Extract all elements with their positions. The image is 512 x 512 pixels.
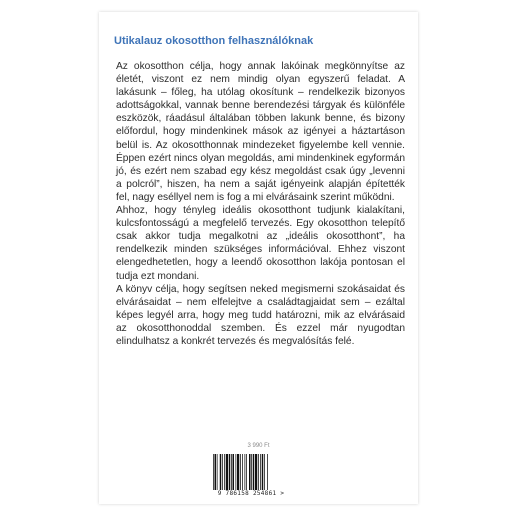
blurb-paragraph-2: Ahhoz, hogy tényleg ideális okosotthont tudjunk kialakítani, kulcsfontosságú a megfelelő tervezés. Egy okosotthon telepítő csak akkor tudja megalkotni az „ideális okosotthont”, ha rendelkezik minden szükséges információval. Ehhez viszont elengedhetetlen, hogy a leendő okosotthon lakója pontosan el tudja ezt mondani. bbox=[116, 205, 405, 282]
blurb-paragraph-3: A könyv célja, hogy segítsen neked megismerni szokásaidat és elvárásaidat – nem elfelejtve a családtagjaidat sem – ezáltal képes legyél arra, hogy meg tudd határozni, mik az elvárásaid az okosotthonoddal szemben. És ezzel már nyugodtan elindulhatsz a konkrét tervezés és megvalósítás felé. bbox=[116, 283, 405, 347]
blurb-paragraph-1: Az okosotthon célja, hogy annak lakóinak megkönnyítse az életét, viszont ez nem mindig olyan egyszerű feladat. A lakásunk – főleg, ha utólag okosítunk – rendelkezik bizonyos adottságokkal, vannak benne berendezési tárgyak és különféle eszközök, ráadásul általában többen lakunk benne, és bizony előfordul, hogy mindenkinek mások az igényei a háztartáson belül is. Az okosotthonnak mindezeket figyelembe kell vennie. Éppen ezért nincs olyan megoldás, ami mindenkinek egyformán jó, és ezért nem szabad egy kész megoldást csak úgy „levenni a polcról”, hiszen, ha nem a saját igényeink alapján építették fel, nagy eséllyel nem is fog a mi elvárásaink szerint működni. bbox=[116, 61, 405, 203]
price-label: 3 990 Ft bbox=[247, 443, 270, 449]
book-title: Utikalauz okosotthon felhasználóknak bbox=[114, 35, 314, 47]
blurb-text bbox=[116, 60, 405, 348]
barcode-image bbox=[211, 454, 291, 490]
barcode-number: 9 786158 254861 > bbox=[217, 490, 285, 497]
book-back-cover bbox=[99, 12, 418, 504]
